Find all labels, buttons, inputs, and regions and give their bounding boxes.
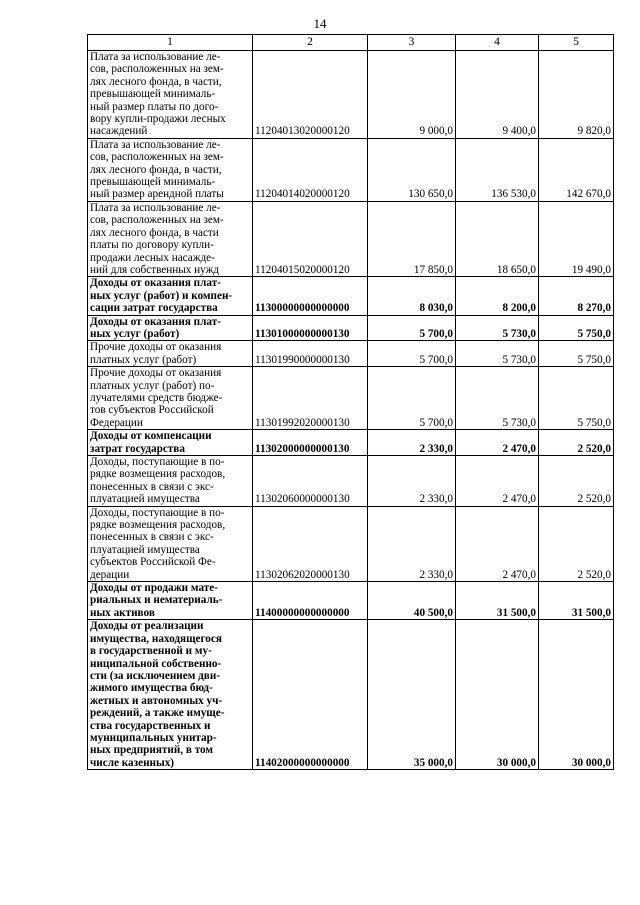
revenue-name-line: ний для собственных нужд [90, 263, 220, 276]
table-row [88, 620, 614, 770]
table-row [88, 51, 614, 139]
column-header-4: 4 [456, 35, 539, 51]
value-column-5-cell: 2 520,0 [539, 430, 614, 456]
table-row [88, 341, 614, 367]
value-column-4-cell: 30 000,0 [456, 620, 539, 770]
revenue-name-cell [88, 138, 253, 201]
value-column-5-cell: 19 490,0 [539, 201, 614, 276]
value-column-3-cell: 35 000,0 [368, 620, 456, 770]
revenue-name-line: Доходы, поступающие в по- [90, 456, 225, 468]
value-column-4-cell: 18 650,0 [456, 201, 539, 276]
revenue-name-line: Прочие доходы от оказания [90, 367, 222, 380]
revenue-name-line: рядке возмещения расходов, [90, 468, 226, 481]
revenue-name-line: Доходы от оказания плат- [90, 277, 221, 290]
revenue-name-line: ных услуг (работ) и компен- [90, 289, 233, 302]
value-column-3-cell: 5 700,0 [368, 341, 456, 367]
value-column-3-cell: 8 030,0 [368, 277, 456, 315]
budget-code-cell: 11302000000000130 [253, 430, 368, 456]
revenue-name-line: Доходы от реализации [90, 620, 204, 633]
value-column-5-cell: 2 520,0 [539, 506, 614, 581]
value-column-4-cell: 2 470,0 [456, 506, 539, 581]
value-column-4-cell: 2 470,0 [456, 456, 539, 507]
value-column-3-cell: 5 700,0 [368, 315, 456, 341]
revenue-name-line: субъектов Российской Фе- [90, 556, 216, 569]
revenue-name-line: муниципальных унитар- [90, 731, 217, 744]
revenue-name-line: сов, расположенных на зем- [90, 63, 224, 76]
value-column-3-cell: 130 650,0 [368, 138, 456, 201]
table-row [88, 582, 614, 620]
revenue-name-line: ных активов [90, 606, 155, 619]
budget-code-cell: 11300000000000000 [253, 277, 368, 315]
budget-code-cell: 11204015020000120 [253, 201, 368, 276]
value-column-5-cell: 9 820,0 [539, 51, 614, 139]
revenue-name-line: сти (за исключением дви- [90, 669, 220, 682]
page-number: 14 [313, 16, 327, 31]
revenue-name-line: в государственной и му- [90, 645, 212, 658]
column-header-1: 1 [88, 35, 253, 51]
column-number-header-row [88, 35, 614, 51]
revenue-name-line: Плата за использование ле- [90, 201, 221, 214]
budget-code-cell: 11302062020000130 [253, 506, 368, 581]
budget-code-cell: 11204014020000120 [253, 138, 368, 201]
value-column-5-cell: 142 670,0 [539, 138, 614, 201]
table-row [88, 138, 614, 201]
revenue-name-line: Плата за использование ле- [90, 51, 221, 63]
revenue-table [87, 34, 614, 770]
revenue-name-line: ниципальной собственно- [90, 657, 222, 670]
table-row [88, 506, 614, 581]
revenue-name-cell [88, 315, 253, 341]
value-column-3-cell: 5 700,0 [368, 367, 456, 430]
revenue-name-line: лучателями средств бюдже- [90, 391, 223, 404]
value-column-4-cell: 5 730,0 [456, 341, 539, 367]
column-header-3: 3 [368, 35, 456, 51]
revenue-name-line: плуатацией имущества [90, 493, 200, 506]
revenue-name-line: Плата за использование ле- [90, 138, 221, 151]
revenue-name-line: ных услуг (работ) [90, 327, 180, 340]
revenue-name-cell [88, 341, 253, 367]
value-column-4-cell: 9 400,0 [456, 51, 539, 139]
revenue-name-line: платных услуг (работ) [90, 353, 197, 366]
value-column-3-cell: 2 330,0 [368, 430, 456, 456]
value-column-4-cell: 8 200,0 [456, 277, 539, 315]
column-header-5: 5 [539, 35, 614, 51]
budget-code-cell: 11400000000000000 [253, 582, 368, 620]
table-row [88, 456, 614, 507]
table-row [88, 430, 614, 456]
revenue-name-line: имущества, находящегося [90, 632, 222, 645]
budget-code-cell: 11302060000000130 [253, 456, 368, 507]
value-column-5-cell: 5 750,0 [539, 341, 614, 367]
revenue-name-line: Прочие доходы от оказания [90, 341, 222, 354]
revenue-name-line: Федерации [90, 416, 143, 429]
value-column-3-cell: 2 330,0 [368, 506, 456, 581]
revenue-name-line: Доходы от компенсации [90, 430, 212, 443]
revenue-name-line: числе казенных) [90, 756, 175, 769]
revenue-name-line: ства государственных и [90, 719, 211, 732]
budget-code-cell: 11301990000000130 [253, 341, 368, 367]
revenue-name-cell [88, 582, 253, 620]
revenue-name-line: лях лесного фонда, в части [90, 226, 219, 239]
value-column-4-cell: 5 730,0 [456, 367, 539, 430]
revenue-name-line: сов, расположенных на зем- [90, 214, 224, 227]
revenue-name-line: превышающей минималь- [90, 88, 216, 101]
revenue-name-line: сации затрат государства [90, 302, 218, 315]
revenue-name-cell [88, 201, 253, 276]
revenue-name-line: риальных и нематериаль- [90, 594, 223, 607]
value-column-5-cell: 5 750,0 [539, 367, 614, 430]
value-column-3-cell: 2 330,0 [368, 456, 456, 507]
table-row [88, 315, 614, 341]
revenue-name-line: понесенных в связи с экс- [90, 480, 214, 493]
revenue-name-line: платных услуг (работ) по- [90, 379, 215, 392]
revenue-name-line: жимого имущества бюд- [90, 682, 213, 695]
revenue-name-line: вору купли-продажи лесных [90, 113, 226, 126]
column-header-2: 2 [253, 35, 368, 51]
revenue-name-line: рядке возмещения расходов, [90, 519, 226, 532]
revenue-name-line: понесенных в связи с экс- [90, 531, 214, 544]
revenue-name-line: насаждений [90, 125, 148, 138]
revenue-name-cell [88, 277, 253, 315]
budget-code-cell: 11301992020000130 [253, 367, 368, 430]
value-column-5-cell: 31 500,0 [539, 582, 614, 620]
value-column-3-cell: 40 500,0 [368, 582, 456, 620]
revenue-name-line: ный размер платы по дого- [90, 100, 219, 113]
value-column-4-cell: 2 470,0 [456, 430, 539, 456]
revenue-name-line: ный размер арендной платы [90, 188, 224, 201]
revenue-name-line: сов, расположенных на зем- [90, 151, 224, 164]
revenue-name-line: тов субъектов Российской [90, 404, 214, 417]
table-row [88, 367, 614, 430]
revenue-name-line: продажи лесных насажде- [90, 251, 215, 264]
value-column-5-cell: 8 270,0 [539, 277, 614, 315]
revenue-name-cell [88, 367, 253, 430]
table-row [88, 277, 614, 315]
revenue-name-cell [88, 51, 253, 139]
value-column-4-cell: 136 530,0 [456, 138, 539, 201]
budget-code-cell: 11204013020000120 [253, 51, 368, 139]
value-column-4-cell: 31 500,0 [456, 582, 539, 620]
revenue-name-cell [88, 506, 253, 581]
revenue-name-line: Доходы от продажи мате- [90, 582, 218, 595]
revenue-name-line: дерации [90, 568, 130, 581]
revenue-name-cell [88, 456, 253, 507]
budget-code-cell: 11301000000000130 [253, 315, 368, 341]
revenue-name-line: Доходы от оказания плат- [90, 315, 221, 328]
revenue-name-line: Доходы, поступающие в по- [90, 506, 225, 519]
revenue-name-line: ных предприятий, в том [90, 744, 214, 757]
value-column-4-cell: 5 730,0 [456, 315, 539, 341]
value-column-5-cell: 30 000,0 [539, 620, 614, 770]
revenue-name-line: лях лесного фонда, в части, [90, 75, 222, 88]
value-column-5-cell: 2 520,0 [539, 456, 614, 507]
revenue-name-line: лях лесного фонда, в части, [90, 163, 222, 176]
revenue-name-line: жетных и автономных уч- [90, 694, 223, 707]
value-column-3-cell: 9 000,0 [368, 51, 456, 139]
value-column-5-cell: 5 750,0 [539, 315, 614, 341]
table-row [88, 201, 614, 276]
value-column-3-cell: 17 850,0 [368, 201, 456, 276]
revenue-name-line: затрат государства [90, 442, 185, 455]
revenue-name-line: превышающей минималь- [90, 176, 216, 189]
revenue-name-line: платы по договору купли- [90, 239, 214, 252]
budget-code-cell: 11402000000000000 [253, 620, 368, 770]
revenue-name-line: реждений, а также имуще- [90, 707, 225, 720]
revenue-name-cell [88, 620, 253, 770]
revenue-name-line: плуатацией имущества [90, 543, 200, 556]
revenue-name-cell [88, 430, 253, 456]
